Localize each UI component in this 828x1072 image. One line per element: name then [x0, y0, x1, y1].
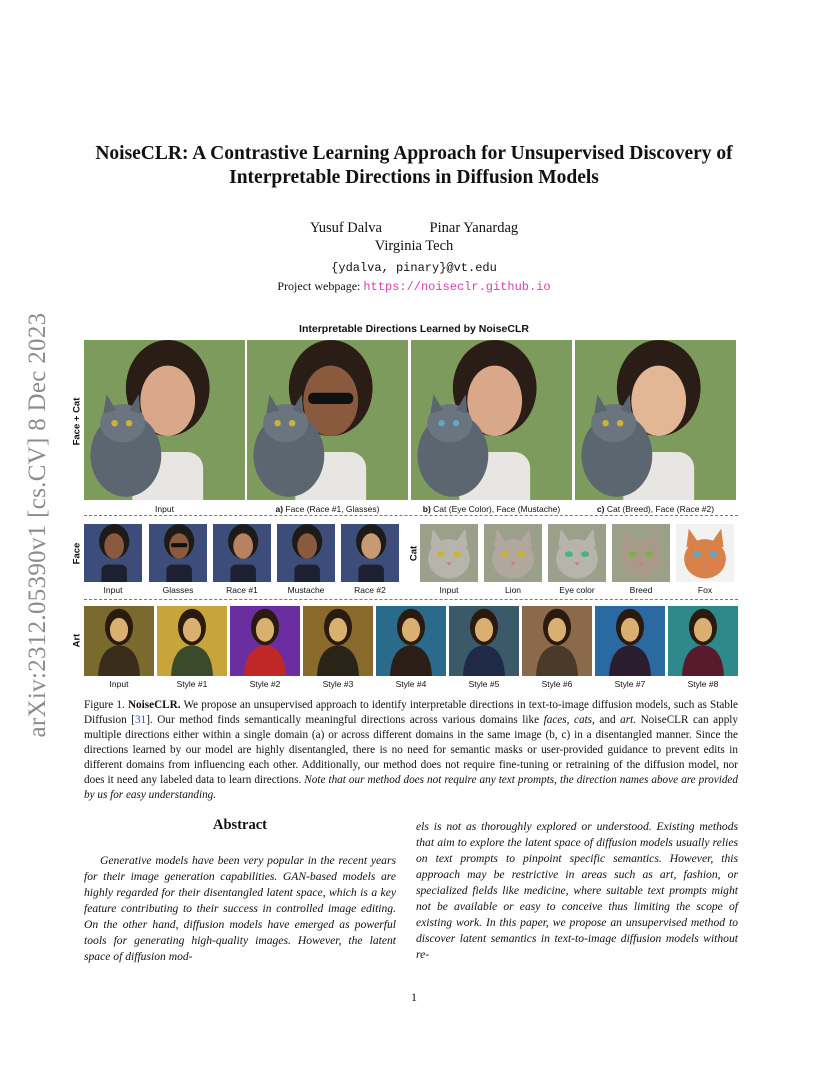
face-cat-image: [84, 340, 245, 500]
art-caption: Style #1: [176, 679, 208, 689]
project-webpage: [60, 279, 768, 294]
art-image: [668, 606, 738, 676]
figure-caption-note: Note that our method does not require any text prompts, the direction names above are provided by us for easy understanding.: [84, 774, 738, 801]
author-2: Pinar Yanardag: [429, 220, 519, 236]
face-cat-image: [575, 340, 736, 500]
art-caption: Input: [109, 679, 129, 689]
title-line-1: NoiseCLR: A Contrastive Learning Approach for Unsupervised Discovery of: [95, 143, 733, 164]
caption-text: Cat (Breed), Face (Race #2): [604, 504, 715, 514]
figure-caption-domains: faces, cats,: [543, 714, 595, 726]
face-image: [213, 524, 271, 582]
caption-text: Cat (Eye Color), Face (Mustache): [430, 504, 561, 514]
art-image: [595, 606, 665, 676]
face-caption: Glasses: [162, 585, 194, 595]
cat-image: [420, 524, 478, 582]
face-caption: Mustache: [287, 585, 325, 595]
author-1: Yusuf Dalva: [309, 220, 382, 236]
cat-image: [484, 524, 542, 582]
affiliation: Virginia Tech: [374, 238, 454, 254]
art-image: [84, 606, 154, 676]
row-label-face: Face: [71, 542, 83, 565]
figure-caption-label: Figure 1.: [84, 699, 125, 711]
authors: [60, 220, 768, 237]
art-image: [522, 606, 592, 676]
face-image: [84, 524, 142, 582]
caption-text: Input: [155, 504, 174, 514]
face-caption: Race #2: [354, 585, 386, 595]
art-image: [230, 606, 300, 676]
citation-link[interactable]: 31: [135, 714, 147, 726]
figure-caption-text: ]. Our method finds semantically meaningful directions across various domains like: [146, 714, 544, 726]
figure-caption-bold: NoiseCLR.: [127, 699, 181, 711]
art-image: [449, 606, 519, 676]
face-image: [277, 524, 335, 582]
face-cat-caption: [247, 504, 408, 514]
paper-title: [60, 142, 768, 190]
row-label-face-cat: Face + Cat: [71, 397, 83, 446]
cat-caption: Input: [439, 585, 459, 595]
arxiv-stamp: [18, 290, 58, 760]
figure-divider-2: [84, 599, 738, 600]
face-image: [341, 524, 399, 582]
row-label-cat: Cat: [408, 545, 420, 562]
face-caption: Input: [103, 585, 123, 595]
figure-divider-1: [84, 515, 738, 516]
face-cat-caption: [84, 504, 245, 514]
cat-image: [676, 524, 734, 582]
art-image: [376, 606, 446, 676]
page-number: 1: [411, 990, 417, 1004]
webpage-link[interactable]: https://noiseclr.github.io: [363, 280, 551, 294]
email: {ydalva, pinary}@vt.edu: [331, 261, 497, 275]
art-caption: Style #5: [468, 679, 500, 689]
face-cat-caption: [575, 504, 736, 514]
row-label-art: Art: [71, 633, 83, 648]
art-image: [303, 606, 373, 676]
art-image: [157, 606, 227, 676]
cat-image: [612, 524, 670, 582]
caption-prefix: a): [275, 504, 284, 514]
face-caption: Race #1: [226, 585, 258, 595]
face-cat-image: [247, 340, 408, 500]
caption-prefix: c): [596, 504, 605, 514]
art-caption: Style #7: [614, 679, 646, 689]
abstract-column-2: els is not as thoroughly explored or understood. Existing methods that aim to explore the latent space of diffusion models usually relies on text prompts to pinpoint specific semantics. However, this approach may be restrictive in areas such as art, fashion, or specialized fields like medicine, where suitable text prompts might not be available or easy to conceive thus limiting the scope of existing work. In this paper, we propose an unsupervised method to discover latent semantics in text-to-image diffusion models without re-: [416, 820, 738, 961]
title-line-2: Interpretable Directions in Diffusion Models: [229, 167, 599, 188]
arxiv-stamp-text: arXiv:2312.05390v1 [cs.CV] 8 Dec 2023: [24, 312, 51, 738]
cat-caption: Eye color: [559, 585, 595, 595]
caption-prefix: b): [422, 504, 431, 514]
cat-caption: Breed: [629, 585, 653, 595]
face-cat-caption: [411, 504, 572, 514]
art-caption: Style #8: [687, 679, 719, 689]
art-caption: Style #3: [322, 679, 354, 689]
face-cat-image: [411, 340, 572, 500]
figure-caption-text: We propose an unsupervised approach to identify interpretable directions in text-to-image diffusion models, such as Stable Diffusion [: [84, 699, 738, 726]
art-caption: Style #6: [541, 679, 573, 689]
figure-caption: [84, 698, 738, 803]
figure-caption-text: . NoiseCLR can apply multiple directions either within a single domain (a) or across different domains in the same image (b, c) in a disentangled manner. Since the directions learned by our model are highly disentangled, there is no need for semantic masks or user-provided guidance to prevent edits in different domains from influencing each other. Additionally, our method does not require fine-tuning or retraining of the diffusion model, nor does it need any labeled data to learn directions.: [84, 714, 739, 786]
cat-caption: Fox: [697, 585, 713, 595]
cat-image: [548, 524, 606, 582]
webpage-label: Project webpage:: [277, 279, 364, 293]
figure-title: Interpretable Directions Learned by NoiseCLR: [299, 323, 529, 335]
caption-text: Face (Race #1, Glasses): [283, 504, 380, 514]
abstract-column-1: Generative models have been very popular in the recent years for their image generation capabilities. GAN-based models are highly regarded for their disentangled latent space, which is a key feature contributing to their success in controlled image editing. On the other hand, diffusion models have emerged as powerful tools for generating high-quality images. However, the latent space of diffusion mod-: [84, 854, 396, 963]
figure-caption-art: art: [620, 714, 634, 726]
figure-caption-text: and: [594, 714, 621, 726]
face-image: [149, 524, 207, 582]
abstract-heading: Abstract: [213, 817, 267, 833]
cat-caption: Lion: [504, 585, 522, 595]
art-caption: Style #2: [249, 679, 281, 689]
art-caption: Style #4: [395, 679, 427, 689]
